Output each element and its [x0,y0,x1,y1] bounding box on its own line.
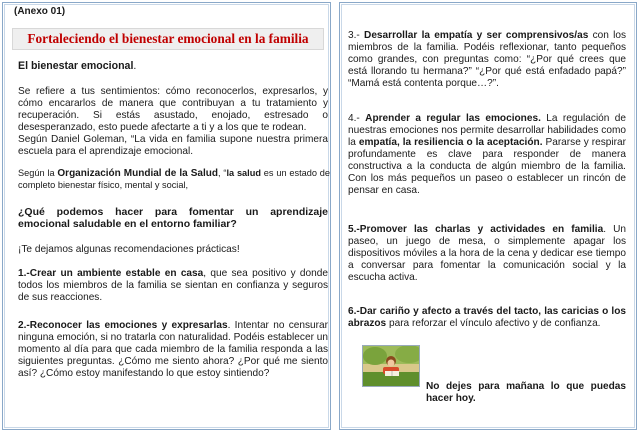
wellbeing-heading: El bienestar emocional. [18,60,137,72]
closing-quote: No dejes para mañana lo que puedas hacer hoy. [426,381,626,404]
item-4: 4.- Aprender a regular las emociones. La regulación de nuestras emociones nos permite desarrollar habilidades como la empatía, la resiliencia o la aceptación. Pararse y respirar profundamente es clave para responder de manera constructiva a la conducta de algún miembro de la familia. Con los más pequeños un paseo o establecer un rincón de pensar en casa. [348,113,627,196]
item-1: 1.-Crear un ambiente estable en casa, que sea positivo y donde todos los miembros de la familia se sientan en confianza y seguros de sus reacciones. [18,268,328,303]
item-3: 3.- Desarrollar la empatía y ser comprensivos/as con los miembros de la familia. Podéis reflexionar, tanto pequeños como grandes, con preguntas como: “¿Por qué crees que está llorando tu hermana?” “¿Por qué está enfadado papá?” “Mamá está contenta porque…?”. [348,30,627,89]
annex-label: (Anexo 01) [14,6,66,17]
recommendations-intro: ¡Te dejamos algunas recomendaciones prácticas! [18,244,240,255]
item-6: 6.-Dar cariño y afecto a través del tacto, las caricias o los abrazos para reforzar el vínculo afectivo y de confianza. [348,306,626,329]
document-title: Fortaleciendo el bienestar emocional en la familia [12,28,324,50]
intro-paragraph: Se refiere a tus sentimientos: cómo reconocerlos, expresarlos, y cómo encararlos de manera que contribuyan a tu tratamiento y recuperación. Si estás asustado, enojado, estresado o desesperanzado, esto puede afectarte a ti y a los que te rodean. [18,86,328,133]
goleman-quote: Según Daniel Goleman, “La vida en familia supone nuestra primera escuela para el aprendizaje emocional. [18,134,328,157]
item-5: 5.-Promover las charlas y actividades en familia. Un paseo, un juego de mesa, o simplemente apagar los dispositivos móviles a la hora de la cena y dedicar ese tiempo a conversar para fomentar la comunicación social y la escucha activa. [348,224,627,283]
question-heading: ¿Qué podemos hacer para fomentar un aprendizaje emocional saludable en el entorno familiar? [18,206,328,230]
item-2: 2.-Reconocer las emociones y expresarlas. Intentar no censurar ninguna emoción, si no tratarla con naturalidad. Podéis establecer un momento al día para que cada miembro de la familia responda a las siguientes preguntas. ¿Cómo me siento ahora? ¿Por qué me siento así? ¿Cómo estoy manifestando lo que estoy sintiendo? [18,320,328,379]
child-reading-photo [362,345,420,387]
oms-quote: Según la Organización Mundial de la Salud, “la salud es un estado de completo bienestar físico, mental y social, [18,168,331,190]
